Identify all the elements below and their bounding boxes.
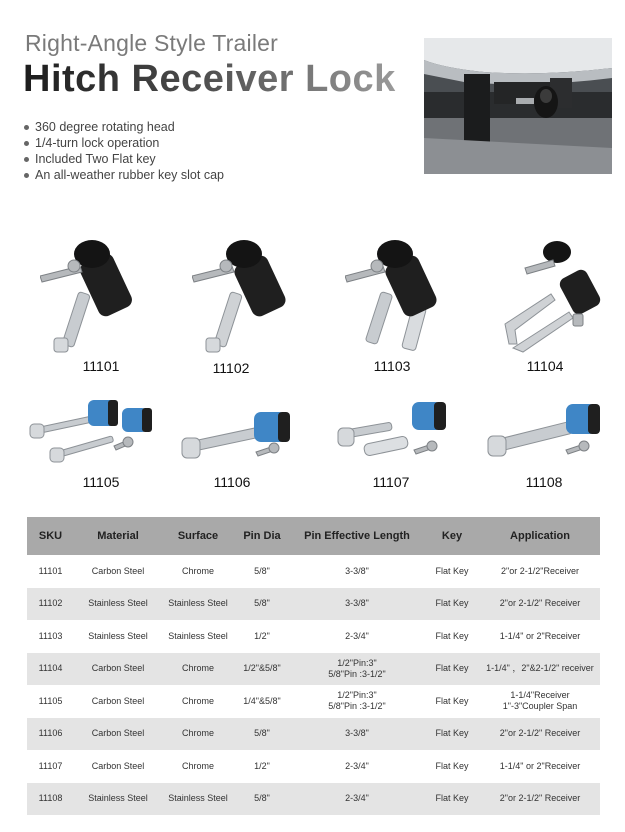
subtitle: Right-Angle Style Trailer bbox=[25, 30, 278, 56]
page-title: Hitch Receiver Lock bbox=[23, 58, 396, 100]
table-row bbox=[27, 620, 600, 653]
table-cell: 11102 bbox=[27, 588, 74, 621]
table-cell: 11108 bbox=[27, 783, 74, 816]
table-cell: 3-3/8" bbox=[345, 565, 369, 576]
column-header: Application bbox=[480, 517, 600, 555]
table-cell: Stainless Steel bbox=[162, 588, 234, 621]
table-row bbox=[27, 653, 600, 686]
table-cell: 11107 bbox=[38, 760, 63, 771]
table-header-row bbox=[27, 517, 600, 555]
bullet-icon bbox=[24, 157, 29, 162]
table-cell: 11105 bbox=[38, 695, 63, 706]
table-cell: Flat Key bbox=[435, 695, 469, 706]
table-row bbox=[27, 783, 600, 816]
sku-label: 11107 bbox=[372, 474, 410, 490]
table-cell: Stainless Steel bbox=[168, 630, 228, 641]
feature-item: 360 degree rotating head bbox=[24, 119, 224, 135]
table-cell: 1/2"Pin:3" 5/8"Pin :3-1/2" bbox=[290, 653, 424, 686]
barbell-lock-icon bbox=[178, 406, 298, 466]
table-cell: 1-1/4" ，2"&2-1/2" receiver bbox=[480, 653, 600, 686]
table-cell: Stainless Steel bbox=[74, 783, 162, 816]
column-header: Surface bbox=[162, 517, 234, 555]
table-cell: Stainless Steel bbox=[88, 630, 148, 641]
table-cell: Carbon Steel bbox=[74, 653, 162, 686]
table-cell: 5/8" bbox=[234, 718, 290, 751]
installed-lock-photo bbox=[424, 38, 612, 174]
sku-label: 11108 bbox=[525, 474, 563, 490]
table-cell: Chrome bbox=[162, 718, 234, 751]
sku-label: 11105 bbox=[82, 474, 120, 490]
table-cell: Carbon Steel bbox=[74, 718, 162, 751]
column-header: Pin Effective Length bbox=[290, 517, 424, 555]
table-row bbox=[27, 588, 600, 621]
bullet-icon bbox=[24, 125, 29, 130]
table-cell: 3-3/8" bbox=[290, 588, 424, 621]
barbell-lock-pair-icon bbox=[24, 394, 164, 469]
column-header: Pin Dia bbox=[234, 517, 290, 555]
table-cell: Stainless Steel bbox=[162, 783, 234, 816]
table-cell: 1-1/4"Receiver 1"-3"Coupler Span bbox=[502, 690, 578, 712]
table-cell: Flat Key bbox=[424, 653, 480, 686]
table-row bbox=[27, 685, 600, 718]
table-cell: 1/2"&5/8" bbox=[234, 653, 290, 686]
right-angle-lock-icon bbox=[192, 232, 312, 357]
table-cell: 2"or 2-1/2" Receiver bbox=[480, 718, 600, 751]
table-cell: 1/2" bbox=[254, 760, 270, 771]
table-cell: Carbon Steel bbox=[91, 760, 145, 771]
sku-label: 11102 bbox=[212, 360, 250, 376]
table-cell: Flat Key bbox=[435, 760, 469, 771]
feature-list bbox=[24, 119, 224, 183]
table-cell: Flat Key bbox=[424, 783, 480, 816]
right-angle-lock-with-sleeve-icon bbox=[345, 232, 465, 357]
table-cell: Flat Key bbox=[424, 588, 480, 621]
right-angle-lock-icon bbox=[40, 232, 160, 357]
table-cell: 1-1/4" or 2"Receiver bbox=[499, 630, 581, 641]
bent-pin-lock-icon bbox=[495, 232, 605, 357]
table-cell: 5/8" bbox=[254, 565, 270, 576]
table-cell: Stainless Steel bbox=[74, 588, 162, 621]
table-cell: 2"or 2-1/2" Receiver bbox=[480, 783, 600, 816]
column-header: SKU bbox=[27, 517, 74, 555]
table-cell: Chrome bbox=[162, 653, 234, 686]
table-cell: 2-3/4" bbox=[345, 630, 369, 641]
feature-item: An all-weather rubber key slot cap bbox=[24, 167, 224, 183]
table-cell: Chrome bbox=[181, 760, 214, 771]
feature-item: 1/4-turn lock operation bbox=[24, 135, 224, 151]
table-row bbox=[27, 750, 600, 783]
table-cell: 1/2"Pin:3" 5/8"Pin :3-1/2" bbox=[328, 690, 386, 712]
table-cell: Flat Key bbox=[424, 718, 480, 751]
sku-label: 11104 bbox=[526, 358, 564, 374]
table-cell: 1/4"&5/8" bbox=[243, 695, 281, 706]
table-row bbox=[27, 718, 600, 751]
table-cell: Chrome bbox=[181, 695, 214, 706]
table-cell: 2"or 2-1/2" Receiver bbox=[480, 588, 600, 621]
table-cell: Chrome bbox=[181, 565, 214, 576]
table-cell: 11104 bbox=[27, 653, 74, 686]
sku-label: 11101 bbox=[82, 358, 120, 374]
table-cell: 2"or 2-1/2"Receiver bbox=[501, 565, 579, 576]
table-cell: 11106 bbox=[27, 718, 74, 751]
table-row bbox=[27, 555, 600, 588]
table-cell: 1-1/4" or 2"Receiver bbox=[499, 760, 581, 771]
bullet-icon bbox=[24, 173, 29, 178]
table-cell: Carbon Steel bbox=[91, 565, 145, 576]
table-cell: 3-3/8" bbox=[290, 718, 424, 751]
table-cell: Flat Key bbox=[435, 630, 469, 641]
table-cell: 11101 bbox=[38, 565, 63, 576]
feature-item: Included Two Flat key bbox=[24, 151, 224, 167]
sku-label: 11106 bbox=[213, 474, 251, 490]
column-header: Material bbox=[74, 517, 162, 555]
table-cell: Flat Key bbox=[435, 565, 469, 576]
spec-table bbox=[27, 517, 600, 815]
table-cell: 1/2" bbox=[254, 630, 270, 641]
table-cell: 5/8" bbox=[234, 588, 290, 621]
table-cell: 2-3/4" bbox=[290, 783, 424, 816]
table-cell: 5/8" bbox=[234, 783, 290, 816]
bullet-icon bbox=[24, 141, 29, 146]
table-cell: Carbon Steel bbox=[91, 695, 145, 706]
sku-label: 11103 bbox=[373, 358, 411, 374]
table-cell: 11103 bbox=[38, 630, 63, 641]
barbell-lock-icon bbox=[486, 400, 608, 466]
barbell-lock-with-sleeve-icon bbox=[334, 400, 454, 466]
table-cell: 2-3/4" bbox=[345, 760, 369, 771]
column-header: Key bbox=[424, 517, 480, 555]
